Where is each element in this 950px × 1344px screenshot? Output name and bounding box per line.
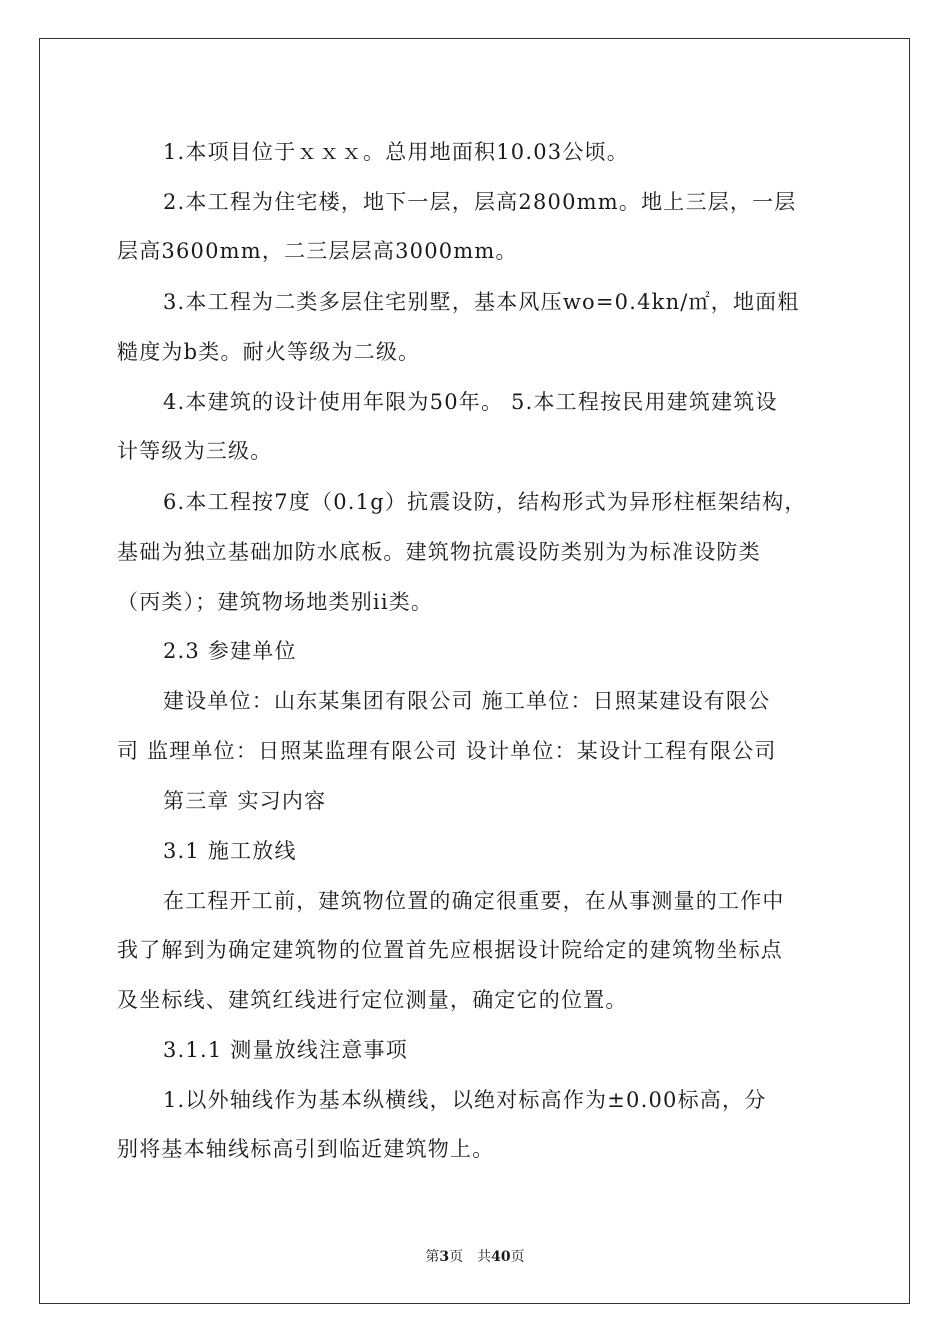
paragraph-line: 4.本建筑的设计使用年限为50年。 5.本工程按民用建筑建筑设 — [163, 390, 778, 414]
paragraph-line: 及坐标线、建筑红线进行定位测量，确定它的位置。 — [117, 988, 628, 1012]
page-border — [39, 38, 910, 1304]
paragraph-line: 糙度为b类。耐火等级为二级。 — [117, 340, 421, 364]
section-heading: 3.1 施工放线 — [163, 839, 297, 863]
subsection-heading: 3.1.1 测量放线注意事项 — [163, 1038, 408, 1062]
paragraph-line: 层高3600mm，二三层层高3000mm。 — [117, 239, 518, 263]
chapter-heading: 第三章 实习内容 — [163, 789, 327, 813]
footer-mid: 页 共 — [449, 1249, 492, 1265]
paragraph-line: 3.本工程为二类多层住宅别墅，基本风压wo=0.4kn/㎡，地面粗 — [163, 290, 800, 314]
paragraph-line: 司 监理单位：日照某监理有限公司 设计单位：某设计工程有限公司 — [117, 739, 777, 763]
footer-prefix: 第 — [425, 1249, 440, 1265]
paragraph-line: 基础为独立基础加防水底板。建筑物抗震设防类别为为标准设防类 — [117, 540, 761, 564]
footer-total-pages: 40 — [491, 1249, 511, 1265]
section-heading: 2.3 参建单位 — [163, 639, 297, 663]
paragraph-line: （丙类）；建筑物场地类别ii类。 — [117, 590, 434, 614]
paragraph-line: 在工程开工前，建筑物位置的确定很重要，在从事测量的工作中 — [163, 889, 785, 913]
paragraph-line: 别将基本轴线标高引到临近建筑物上。 — [117, 1137, 495, 1161]
paragraph-line: 我了解到为确定建筑物的位置首先应根据设计院给定的建筑物坐标点 — [117, 938, 783, 962]
footer-page-number: 3 — [439, 1249, 450, 1265]
paragraph-line: 1.以外轴线作为基本纵横线，以绝对标高作为±0.00标高，分 — [163, 1088, 767, 1112]
paragraph-line: 6.本工程按7度（0.1g）抗震设防，结构形式为异形柱框架结构， — [163, 490, 807, 514]
page-footer — [0, 1246, 950, 1266]
paragraph-line: 建设单位：山东某集团有限公司 施工单位：日照某建设有限公 — [163, 689, 771, 713]
paragraph-line: 1.本项目位于ｘｘｘ。总用地面积10.03公顷。 — [163, 140, 629, 164]
footer-suffix: 页 — [510, 1249, 525, 1265]
paragraph-line: 2.本工程为住宅楼，地下一层，层高2800mm。地上三层，一层 — [163, 190, 797, 214]
paragraph-line: 计等级为三级。 — [117, 439, 273, 463]
